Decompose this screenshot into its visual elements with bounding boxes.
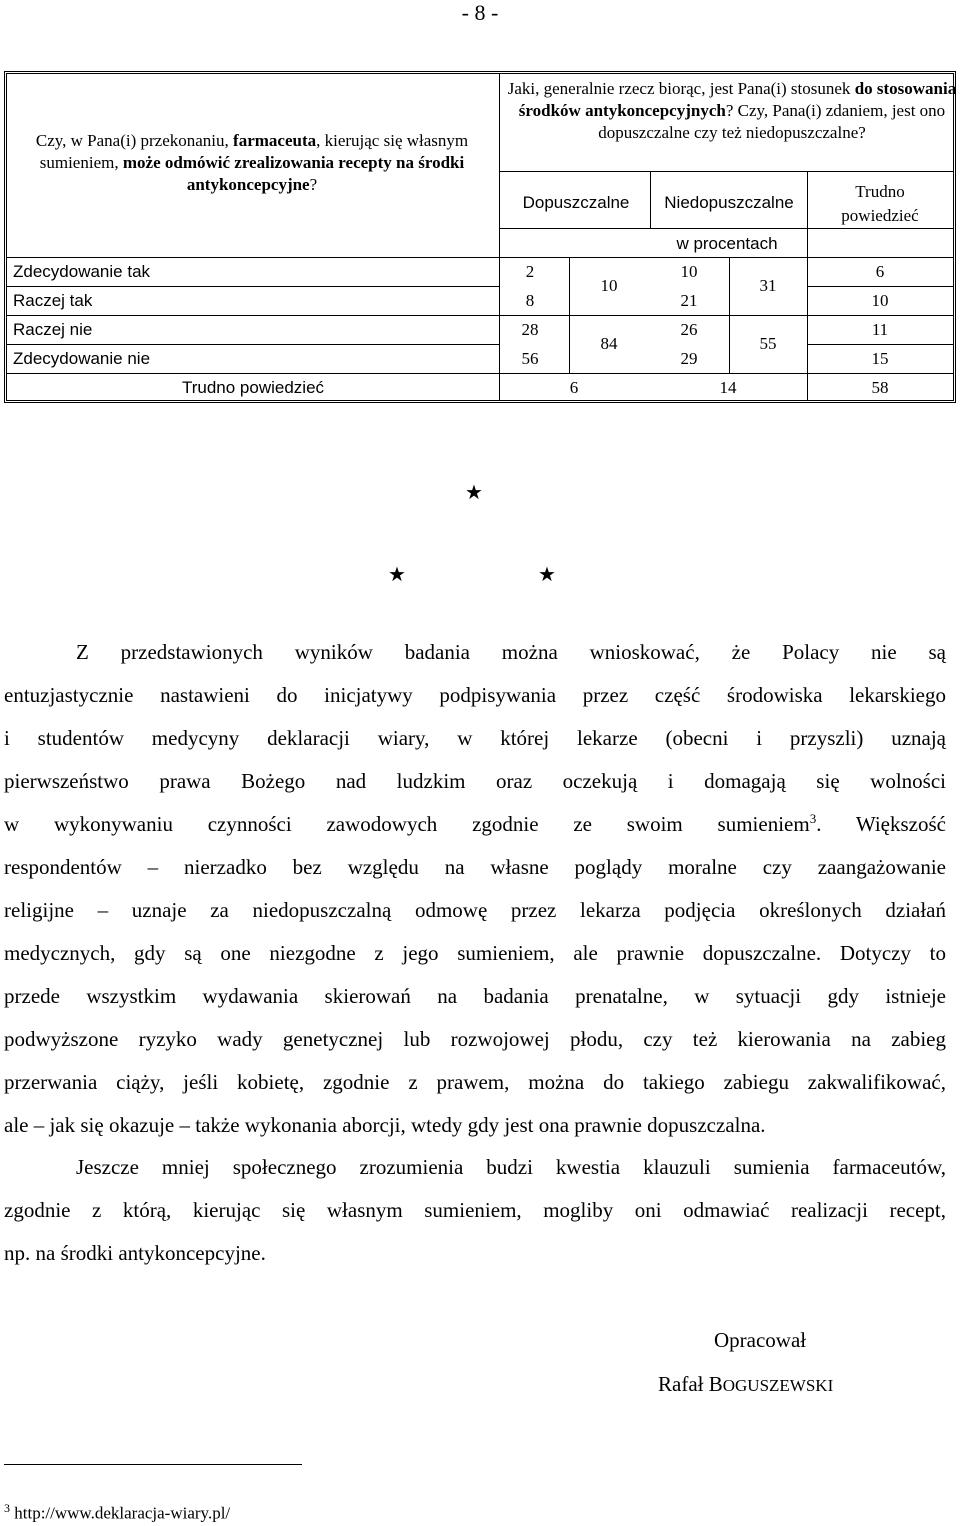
col-header-niedopuszczalne: Niedopuszczalne: [664, 193, 794, 212]
cell-value: 6: [875, 262, 885, 281]
top-question: Jaki, generalnie rzecz biorąc, jest Pana(i) stosunek do stosowania środków antykoncepcyjnych? Czy, Pana(i) zdaniem, jest ono dopuszczalne czy też niedopuszczalne?: [507, 79, 957, 142]
row-label: Raczej nie: [13, 320, 93, 339]
footnote-ref: 3: [809, 811, 817, 826]
star-icon: ★: [465, 482, 483, 504]
body-paragraph: Z przedstawionych wyników badania można wnioskować, że Polacy nie są entuzjastycznie nastawieni do inicjatywy podpisywania przez część środowiska lekarskiego i studentów medycyny deklaracji wiary, w której lekarze (obecni i przyszli) uznają pierwszeństwo prawa Bożego nad ludzkim oraz oczekują i domagają się wolności w wykonywaniu czynności zawodowych zgodnie ze swoim sumieniem$^3$. Większość respondentów – nierzadko bez względu na własne poglądy moralne czy zaangażowanie religijne – uznaje za niedopuszczalną odmowę przez lekarza podjęcia określonych działań medycznych, gdy są one niezgodne z jego sumieniem, ale prawnie dopuszczalne. Dotyczy to przede wszystkim wydawania skierowań na badania prenatalne, w sytuacji gdy istnieje podwyższone ryzyko wady genetycznej lub rozwojowej płodu, czy też kierowania na zabieg przerwania ciąży, jeśli kobietę, zgodnie z prawem, można do takiego zabiegu zakwalifikować, ale – jak się okazuje – także wykonania aborcji, wtedy gdy jest ona prawnie dopuszczalna.: [4, 640, 946, 1137]
cell-value: 28: [521, 320, 539, 339]
footnote-link[interactable]: http://www.deklaracja-wiary.pl/: [14, 1503, 231, 1523]
row-label: Trudno powiedzieć: [181, 378, 325, 397]
cell-value: 15: [871, 349, 889, 368]
cell-value: 2: [525, 262, 535, 281]
body-paragraph: Jeszcze mniej społecznego zrozumienia budzi kwestia klauzuli sumienia farmaceutów, zgodnie z którą, kierując się własnym sumieniem, mogliby oni odmawiać realizacji recept, np. na środki antykoncepcyjne.: [4, 1155, 946, 1265]
cell-value: 11: [871, 320, 889, 339]
col-header-trudno: Trudno powiedzieć: [841, 182, 919, 225]
star-icon: ★: [538, 564, 556, 586]
survey-table: [4, 71, 956, 403]
group-sum: 10: [600, 276, 618, 295]
cell-value: 56: [521, 349, 539, 368]
row-label: Raczej tak: [13, 291, 93, 310]
unit-label: w procentach: [676, 234, 778, 253]
group-sum: 55: [759, 334, 777, 353]
cell-value: 14: [719, 378, 737, 397]
row-label: Zdecydowanie nie: [13, 349, 151, 368]
footnote: $^3$ http://www.deklaracja-wiary.pl/: [4, 1501, 231, 1523]
group-sum: 84: [600, 334, 618, 353]
footnote-rule: [4, 1464, 302, 1465]
cell-value: 58: [871, 378, 889, 397]
author-name: Rafał BOGUSZEWSKI: [658, 1372, 834, 1396]
star-icon: ★: [388, 564, 406, 586]
cell-value: 10: [871, 291, 889, 310]
signature-label: Opracował: [714, 1328, 807, 1352]
col-header-dopuszczalne: Dopuszczalne: [522, 193, 630, 212]
cell-value: 21: [680, 291, 698, 310]
group-sum: 31: [759, 276, 777, 295]
line-with-footnote: w wykonywaniu czynności zawodowych zgodnie ze swoim sumieniem$^3$. Większość: [4, 811, 946, 836]
cell-value: 6: [569, 378, 579, 397]
left-question: Czy, w Pana(i) przekonaniu, farmaceuta, kierując się własnym sumieniem, może odmówić zrealizowania recepty na środki antykoncepcyjne?: [35, 131, 469, 194]
cell-value: 26: [680, 320, 698, 339]
page-number: - 8 -: [461, 0, 499, 25]
cell-value: 8: [525, 291, 535, 310]
cell-value: 29: [680, 349, 698, 368]
row-label: Zdecydowanie tak: [13, 262, 151, 281]
cell-value: 10: [680, 262, 698, 281]
